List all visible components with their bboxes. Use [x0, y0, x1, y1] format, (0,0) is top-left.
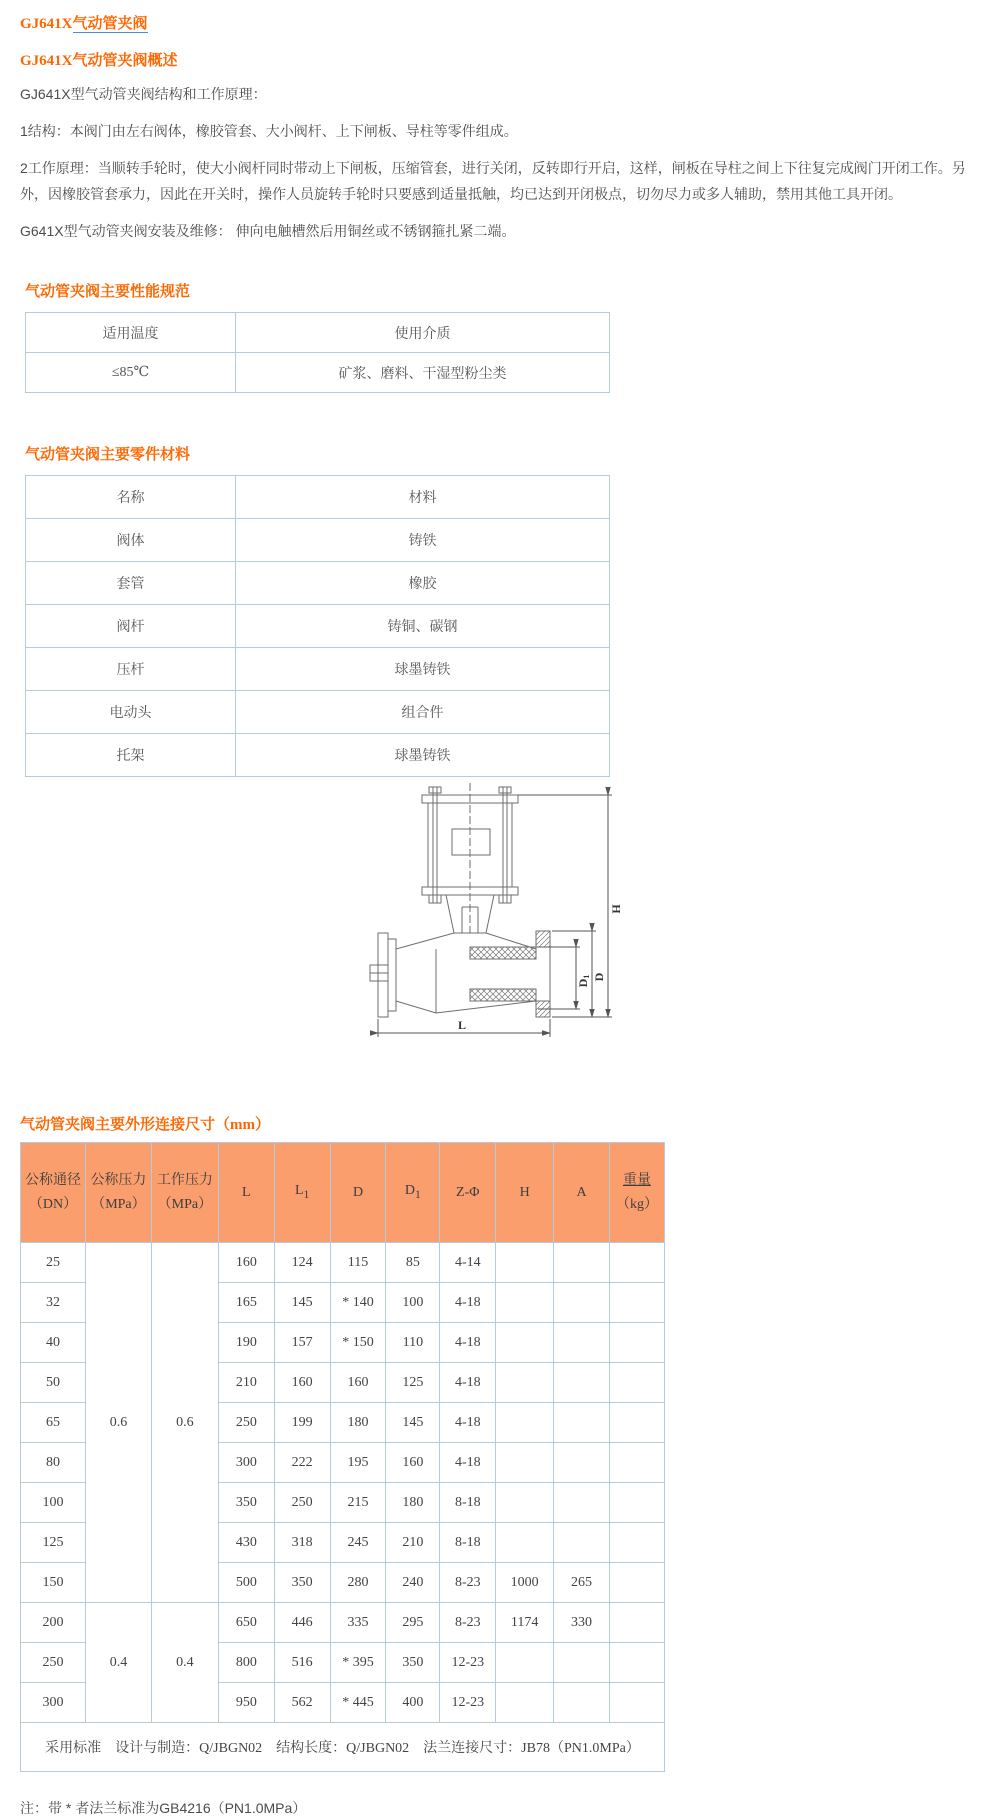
cell-L: 950: [218, 1683, 274, 1723]
performance-temperature-value: ≤85℃: [26, 353, 236, 393]
cell-weight: [609, 1643, 664, 1683]
col-nominal-diameter: 公称通径 （DN）: [21, 1143, 86, 1243]
cell-L: 350: [218, 1483, 274, 1523]
cell-L1: 124: [274, 1243, 330, 1283]
cell-Z-phi: 12-23: [440, 1683, 496, 1723]
cell-weight: [609, 1603, 664, 1643]
cell-L1: 562: [274, 1683, 330, 1723]
cell-A: [554, 1523, 610, 1563]
col-A: A: [554, 1143, 610, 1243]
cell-H: 1174: [496, 1603, 554, 1643]
materials-data-row: [26, 562, 610, 605]
cell-dn: 32: [21, 1283, 86, 1323]
cell-A: [554, 1683, 610, 1723]
cell-dn: 125: [21, 1523, 86, 1563]
cell-weight: [609, 1363, 664, 1403]
cell-L1: 350: [274, 1563, 330, 1603]
cell-H: [496, 1483, 554, 1523]
cell-Z-phi: 8-23: [440, 1603, 496, 1643]
cell-D: 195: [330, 1443, 386, 1483]
cell-L: 160: [218, 1243, 274, 1283]
cell-L1: 516: [274, 1643, 330, 1683]
cell-A: [554, 1443, 610, 1483]
intro-paragraph: GJ641X型气动管夹阀结构和工作原理：: [20, 86, 267, 102]
cell-H: 1000: [496, 1563, 554, 1603]
cell-weight: [609, 1523, 664, 1563]
cell-weight: [609, 1403, 664, 1443]
material-part-name: 电动头: [26, 691, 236, 734]
cell-nominal-pressure: 0.6: [85, 1243, 151, 1603]
cell-Z-phi: 4-18: [440, 1443, 496, 1483]
material-value: 组合件: [236, 691, 610, 734]
materials-col-material: 材料: [236, 476, 610, 519]
cell-H: [496, 1683, 554, 1723]
dimensions-table-body: [21, 1243, 665, 1723]
flange-standard-note: 注：带 * 者法兰标准为GB4216（PN1.0MPa）: [20, 1800, 307, 1816]
performance-medium-value: 矿浆、磨料、干湿型粉尘类: [236, 353, 610, 393]
materials-table: [25, 475, 610, 777]
cell-dn: 300: [21, 1683, 86, 1723]
col-nominal-pressure: 公称压力 （MPa）: [85, 1143, 151, 1243]
cell-D: * 395: [330, 1643, 386, 1683]
cell-H: [496, 1283, 554, 1323]
col-D: D: [330, 1143, 386, 1243]
performance-col-temperature: 适用温度: [26, 313, 236, 353]
cell-H: [496, 1363, 554, 1403]
dimension-label-d1: D1: [576, 974, 591, 988]
cell-D1: 85: [386, 1243, 440, 1283]
cell-L1: 160: [274, 1363, 330, 1403]
cell-Z-phi: 8-23: [440, 1563, 496, 1603]
cell-L: 190: [218, 1323, 274, 1363]
cell-dn: 80: [21, 1443, 86, 1483]
materials-col-name: 名称: [26, 476, 236, 519]
cell-D1: 100: [386, 1283, 440, 1323]
cell-D1: 240: [386, 1563, 440, 1603]
overview-title: GJ641X气动管夹阀概述: [20, 53, 178, 69]
cell-H: [496, 1323, 554, 1363]
cell-D: * 445: [330, 1683, 386, 1723]
cell-L: 800: [218, 1643, 274, 1683]
cell-H: [496, 1243, 554, 1283]
cell-D1: 400: [386, 1683, 440, 1723]
page-title-prefix: GJ641X: [20, 16, 73, 32]
materials-data-row: [26, 605, 610, 648]
actuator-cylinder: [422, 783, 518, 933]
valve-technical-drawing: [340, 781, 660, 1049]
cell-L: 300: [218, 1443, 274, 1483]
cell-D1: 145: [386, 1403, 440, 1443]
cell-nominal-pressure: 0.4: [85, 1603, 151, 1723]
cell-L1: 145: [274, 1283, 330, 1323]
col-L: L: [218, 1143, 274, 1243]
cell-dn: 150: [21, 1563, 86, 1603]
cell-A: [554, 1643, 610, 1683]
cell-dn: 40: [21, 1323, 86, 1363]
cell-Z-phi: 4-18: [440, 1403, 496, 1443]
cell-H: [496, 1643, 554, 1683]
dimensions-data-row: [21, 1243, 665, 1283]
material-value: 球墨铸铁: [236, 734, 610, 777]
dimensions-header-row: [21, 1143, 665, 1243]
material-part-name: 压杆: [26, 648, 236, 691]
cell-Z-phi: 8-18: [440, 1483, 496, 1523]
cell-dn: 100: [21, 1483, 86, 1523]
dimension-label-l: L: [457, 1018, 467, 1032]
cell-L: 650: [218, 1603, 274, 1643]
cell-A: [554, 1243, 610, 1283]
cell-Z-phi: 12-23: [440, 1643, 496, 1683]
cell-A: [554, 1483, 610, 1523]
col-L1: $L_1$: [274, 1143, 330, 1243]
dimensions-section-heading: 气动管夹阀主要外形连接尺寸（mm）: [20, 1117, 270, 1133]
materials-data-row: [26, 648, 610, 691]
performance-section-heading: 气动管夹阀主要性能规范: [25, 284, 191, 300]
cell-D1: 295: [386, 1603, 440, 1643]
standards-row: [21, 1723, 665, 1772]
cell-L: 250: [218, 1403, 274, 1443]
material-part-name: 阀体: [26, 519, 236, 562]
standards-cell: 采用标准 设计与制造：Q/JBGN02 结构长度：Q/JBGN02 法兰连接尺寸：JB78（PN1.0MPa）: [21, 1723, 665, 1772]
performance-table: [25, 312, 610, 393]
cell-Z-phi: 4-18: [440, 1283, 496, 1323]
cell-L1: 222: [274, 1443, 330, 1483]
dimension-label-h: H: [609, 904, 623, 914]
material-part-name: 托架: [26, 734, 236, 777]
cell-dn: 25: [21, 1243, 86, 1283]
structure-paragraph: 1结构：本阀门由左右阀体，橡胶管套、大小阀杆、上下闸板、导柱等零件组成。: [20, 123, 518, 139]
cell-D1: 210: [386, 1523, 440, 1563]
cell-weight: [609, 1283, 664, 1323]
cell-L1: 318: [274, 1523, 330, 1563]
cell-D: 335: [330, 1603, 386, 1643]
cell-working-pressure: 0.6: [151, 1243, 218, 1603]
cell-A: [554, 1363, 610, 1403]
cell-H: [496, 1523, 554, 1563]
dimensions-table: [20, 1142, 665, 1772]
cell-L1: 446: [274, 1603, 330, 1643]
col-weight: 重量 （kg）: [609, 1143, 664, 1243]
cell-D: 180: [330, 1403, 386, 1443]
page-title: [20, 12, 970, 33]
material-value: 铸铁: [236, 519, 610, 562]
cell-D1: 180: [386, 1483, 440, 1523]
cell-L: 210: [218, 1363, 274, 1403]
cell-weight: [609, 1243, 664, 1283]
cell-A: [554, 1283, 610, 1323]
col-working-pressure: 工作压力 （MPa）: [151, 1143, 218, 1243]
cell-D: 115: [330, 1243, 386, 1283]
materials-section-heading: 气动管夹阀主要零件材料: [25, 447, 191, 463]
materials-table-body: [26, 519, 610, 777]
cell-D1: 125: [386, 1363, 440, 1403]
cell-Z-phi: 4-18: [440, 1323, 496, 1363]
materials-data-row: [26, 519, 610, 562]
cell-Z-phi: 4-18: [440, 1363, 496, 1403]
cell-D: * 150: [330, 1323, 386, 1363]
cell-dn: 250: [21, 1643, 86, 1683]
col-Z-phi: Z-Φ: [440, 1143, 496, 1243]
cell-D1: 160: [386, 1443, 440, 1483]
cell-dn: 50: [21, 1363, 86, 1403]
cell-D: 160: [330, 1363, 386, 1403]
cell-D1: 350: [386, 1643, 440, 1683]
install-maintain-paragraph: G641X型气动管夹阀安装及维修： 伸向电触槽然后用铜丝或不锈钢箍扎紧二端。: [20, 223, 516, 239]
cell-weight: [609, 1443, 664, 1483]
cell-Z-phi: 8-18: [440, 1523, 496, 1563]
performance-header-row: [26, 313, 610, 353]
page-title-link[interactable]: 气动管夹阀: [72, 16, 148, 32]
material-value: 橡胶: [236, 562, 610, 605]
cell-A: 265: [554, 1563, 610, 1603]
materials-data-row: [26, 734, 610, 777]
dimensions-data-row: [21, 1603, 665, 1643]
materials-header-row: [26, 476, 610, 519]
cell-dn: 65: [21, 1403, 86, 1443]
material-value: 球墨铸铁: [236, 648, 610, 691]
cell-working-pressure: 0.4: [151, 1603, 218, 1723]
cell-L1: 250: [274, 1483, 330, 1523]
cell-L: 165: [218, 1283, 274, 1323]
cell-weight: [609, 1323, 664, 1363]
dimension-label-d: D: [592, 972, 606, 982]
materials-data-row: [26, 691, 610, 734]
cell-D: * 140: [330, 1283, 386, 1323]
material-part-name: 套管: [26, 562, 236, 605]
material-part-name: 阀杆: [26, 605, 236, 648]
working-principle-paragraph: 2工作原理：当顺转手轮时，使大小阀杆同时带动上下闸板，压缩管套，进行关闭，反转即行开启，这样，闸板在导柱之间上下往复完成阀门开闭工作。另外，因橡胶管套承力，因此在开关时，操作人员旋转手轮时只要感到适量抵触，均已达到开闭极点，切勿尽力或多人辅助，禁用其他工具开闭。: [20, 160, 966, 202]
cell-H: [496, 1403, 554, 1443]
cell-D: 245: [330, 1523, 386, 1563]
cell-L1: 157: [274, 1323, 330, 1363]
col-H: H: [496, 1143, 554, 1243]
cell-dn: 200: [21, 1603, 86, 1643]
cell-L: 430: [218, 1523, 274, 1563]
col-D1: $D_1$: [386, 1143, 440, 1243]
valve-body: [370, 931, 550, 1017]
cell-L: 500: [218, 1563, 274, 1603]
cell-D1: 110: [386, 1323, 440, 1363]
performance-data-row: [26, 353, 610, 393]
cell-D: 280: [330, 1563, 386, 1603]
cell-A: 330: [554, 1603, 610, 1643]
cell-weight: [609, 1683, 664, 1723]
cell-A: [554, 1403, 610, 1443]
cell-weight: [609, 1563, 664, 1603]
material-value: 铸铜、碳钢: [236, 605, 610, 648]
cell-D: 215: [330, 1483, 386, 1523]
cell-Z-phi: 4-14: [440, 1243, 496, 1283]
cell-H: [496, 1443, 554, 1483]
cell-weight: [609, 1483, 664, 1523]
performance-col-medium: 使用介质: [236, 313, 610, 353]
cell-A: [554, 1323, 610, 1363]
cell-L1: 199: [274, 1403, 330, 1443]
